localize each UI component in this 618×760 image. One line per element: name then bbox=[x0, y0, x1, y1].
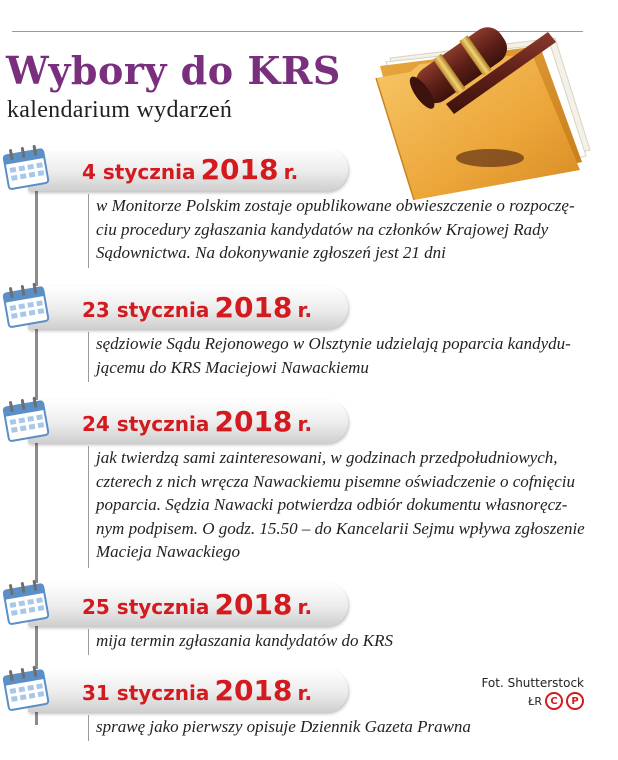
event-date bbox=[82, 406, 312, 442]
event-year-suffix: r. bbox=[297, 595, 313, 619]
event-description: w Monitorze Polskim zostaje opublikowane obwieszczenie o rozpoczę- ciu procedury zgłaszania kandydatów na członków Krajowej Rady Sądownictwa. Na dokonywanie zgłoszeń jest 21 dni bbox=[96, 196, 575, 262]
photo-credit: Fot. Shutterstock bbox=[481, 676, 584, 690]
event-date bbox=[82, 675, 312, 711]
calendar-icon bbox=[0, 144, 54, 194]
page-subtitle: kalendarium wydarzeń bbox=[7, 97, 233, 123]
event-day-month: 31 stycznia bbox=[82, 681, 210, 705]
event-day-month: 24 stycznia bbox=[82, 412, 210, 436]
logo-prefix: ŁR bbox=[528, 694, 542, 708]
event-day-month: 25 stycznia bbox=[82, 595, 210, 619]
event-year-suffix: r. bbox=[297, 681, 313, 705]
page-title: Wybory do KRS bbox=[6, 48, 341, 93]
event-day-month: 4 stycznia bbox=[82, 160, 196, 184]
gavel-folder-illustration bbox=[350, 0, 605, 200]
event-year-suffix: r. bbox=[297, 412, 313, 436]
calendar-icon bbox=[0, 396, 54, 446]
event-year: 2018 bbox=[200, 153, 279, 186]
event-description: mija termin zgłaszania kandydatów do KRS bbox=[96, 631, 394, 650]
event-date bbox=[82, 589, 312, 625]
publisher-logo bbox=[528, 693, 584, 709]
event-year-suffix: r. bbox=[297, 298, 313, 322]
event-year: 2018 bbox=[214, 674, 293, 707]
event-day-month: 23 stycznia bbox=[82, 298, 210, 322]
event-description: jak twierdzą sami zainteresowani, w godzinach przedpołudniowych, czterech z nich wręcza Nawackiemu pisemne oświadczenie o cofnięciu poparcia. Sędzia Nawacki potwierdza odbiór dokumentu własnoręcz- nym podpisem. O godz. 15.50 – do Kancelarii Sejmu wpływa zgłoszenie Macieja Nawackiego bbox=[96, 448, 585, 561]
calendar-icon bbox=[0, 579, 54, 629]
event-date bbox=[82, 154, 298, 190]
event-year-suffix: r. bbox=[283, 160, 299, 184]
event-year: 2018 bbox=[214, 588, 293, 621]
logo-c-icon: C bbox=[545, 692, 563, 710]
event-description: sprawę jako pierwszy opisuje Dziennik Gazeta Prawna bbox=[96, 717, 471, 736]
event-year: 2018 bbox=[214, 405, 293, 438]
event-description: sędziowie Sądu Rejonowego w Olsztynie udzielają poparcia kandydu- jącemu do KRS Maciejowi Nawackiemu bbox=[96, 334, 571, 377]
event-year: 2018 bbox=[214, 291, 293, 324]
event-date bbox=[82, 292, 312, 328]
calendar-icon bbox=[0, 665, 54, 715]
logo-p-icon: P bbox=[566, 692, 584, 710]
calendar-icon bbox=[0, 282, 54, 332]
